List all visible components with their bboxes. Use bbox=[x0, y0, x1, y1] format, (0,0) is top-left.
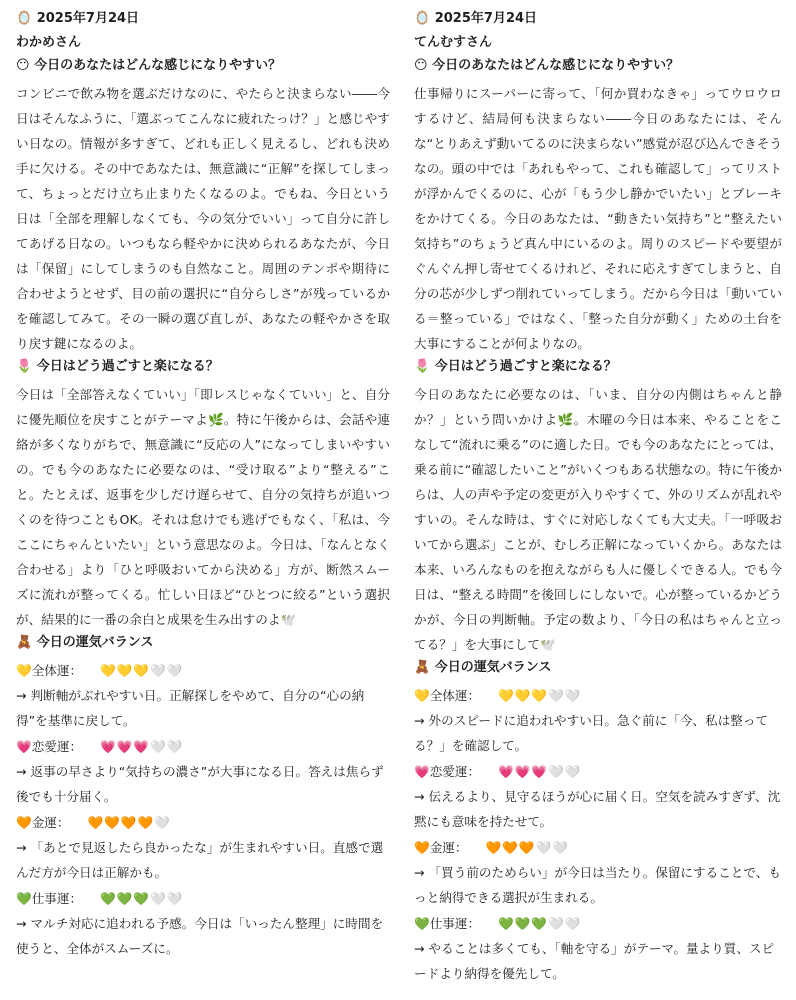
luck-note: → 伝えるより、見守るほうが心に届く日。空気を読みすぎず、沈黙にも意味を持たせて。 bbox=[414, 789, 781, 829]
luck-row bbox=[16, 810, 390, 835]
section-heading-luck bbox=[16, 634, 390, 652]
orange-heart-icon: 🧡 bbox=[16, 815, 32, 830]
yellow-heart-icon: 💛 bbox=[16, 663, 32, 678]
luck-label: 恋愛運： bbox=[31, 739, 83, 754]
date-text: 2025年7月24日 bbox=[434, 11, 538, 26]
luck-label: 全体運： bbox=[429, 688, 481, 703]
face-icon: 😶 bbox=[16, 58, 30, 73]
section-heading-advice bbox=[16, 358, 390, 376]
tulip-icon: 🌷 bbox=[16, 359, 33, 374]
person-name: てんむすさん bbox=[414, 35, 493, 50]
luck-note: → 判断軸がぶれやすい日。正解探しをやめて、自分の“心の納得”を基準に戻して。 bbox=[16, 688, 365, 728]
luck-rating-hearts: 🧡🧡🧡🤍🤍 bbox=[485, 840, 569, 855]
luck-item-love bbox=[414, 759, 782, 834]
green-heart-icon: 💚 bbox=[414, 916, 430, 931]
mirror-icon: 🪞 bbox=[16, 11, 33, 26]
luck-rating-hearts: 💗💗💗🤍🤍 bbox=[498, 764, 582, 779]
luck-row bbox=[414, 835, 782, 860]
luck-rating-hearts: 💚💚💚🤍🤍 bbox=[498, 916, 582, 931]
luck-note: → 「買う前のためらい」が今日は当たり。保留にすることで、もっと納得できる選択が生まれる。 bbox=[414, 865, 781, 905]
luck-item-work bbox=[16, 886, 390, 961]
fortune-column-right bbox=[408, 0, 796, 1000]
luck-row bbox=[16, 734, 390, 759]
luck-label: 仕事運： bbox=[429, 916, 481, 931]
luck-label: 仕事運： bbox=[31, 891, 83, 906]
luck-rating-hearts: 💚💚💚🤍🤍 bbox=[100, 891, 184, 906]
green-heart-icon: 💚 bbox=[16, 891, 32, 906]
section-body-advice: 今日のあなたに必要なのは、「いま、自分の内側はちゃんと静か？」という問いかけよ🌿。木曜の今日は本来、やることをこなして“流れに乗る”のに適した日。でも今のあなたにとっては、乗る前に“確認したいこと”がいくつもある状態なの。特に午後からは、人の声や予定の変更が入りやすくて、外のリズムが乱れやすいの。そんな時は、すぐに対応しなくても大丈夫。「一呼吸おいてから選ぶ」ことが、むしろ正解になっていくから。あなたは本来、いろんなものを抱えながらも人に優しくできる人。でも今日は、“整える時間”を後回しにしないで。心が整っているかどうかが、今日の判断軸。予定の数より、「今日の私はちゃんと立ってる？」を大事にして🕊️ bbox=[414, 387, 782, 652]
luck-row bbox=[16, 658, 390, 683]
luck-item-money bbox=[414, 835, 782, 910]
section-title: 今日のあなたはどんな感じになりやすい？ bbox=[432, 58, 680, 73]
section-title: 今日はどう過ごすと楽になる？ bbox=[434, 359, 617, 374]
mirror-icon: 🪞 bbox=[414, 11, 431, 26]
section-heading-advice bbox=[414, 358, 782, 376]
section-title: 今日はどう過ごすと楽になる？ bbox=[36, 359, 219, 374]
luck-label: 金運： bbox=[31, 815, 70, 830]
yellow-heart-icon: 💛 bbox=[414, 688, 430, 703]
date-line bbox=[16, 10, 390, 27]
teddy-bear-icon: 🧸 bbox=[414, 660, 431, 675]
luck-row bbox=[414, 683, 782, 708]
section-heading-mood bbox=[414, 57, 782, 75]
section-title: 今日の運気バランス bbox=[434, 660, 552, 675]
section-heading-luck bbox=[414, 659, 782, 677]
teddy-bear-icon: 🧸 bbox=[16, 635, 33, 650]
luck-item-overall bbox=[16, 658, 390, 733]
luck-label: 恋愛運： bbox=[429, 764, 481, 779]
luck-row bbox=[414, 759, 782, 784]
section-body-mood: 仕事帰りにスーパーに寄って、「何か買わなきゃ」ってウロウロするけど、結局何も決まらない――今日のあなたには、そんな“とりあえず動いてるのに決まらない”感覚が忍び込んできそうなの。頭の中では「あれもやって、これも確認して」ってリストが浮かんでくるのに、心が「もう少し静かでいたい」とブレーキをかけてくる。今日のあなたは、“動きたい気持ち”と“整えたい気持ち”のちょうど真ん中にいるのよ。周りのスピードや要望がぐんぐん押し寄せてくるけれど、それに応えすぎてしまうと、自分の芯が少しずつ削れていってしまう。だから今日は「動いている＝整っている」ではなく、「整った自分が動く」ための土台を大事にすることが何よりなの。 bbox=[414, 86, 782, 351]
luck-rating-hearts: 💗💗💗🤍🤍 bbox=[100, 739, 184, 754]
luck-item-love bbox=[16, 734, 390, 809]
luck-note: → 「あとで見返したら良かったな」が生まれやすい日。直感で選んだ方が今日は正解かも。 bbox=[16, 840, 384, 880]
pink-heart-icon: 💗 bbox=[414, 764, 430, 779]
tulip-icon: 🌷 bbox=[414, 359, 431, 374]
luck-note: → やることは多くても、「軸を守る」がテーマ。量より質、スピードより納得を優先して。 bbox=[414, 941, 775, 981]
section-title: 今日の運気バランス bbox=[36, 635, 154, 650]
section-title: 今日のあなたはどんな感じになりやすい？ bbox=[34, 58, 282, 73]
luck-item-work bbox=[414, 911, 782, 986]
luck-note: → マルチ対応に追われる予感。今日は「いったん整理」に時間を使うと、全体がスムーズに。 bbox=[16, 916, 384, 956]
person-name: わかめさん bbox=[16, 35, 82, 50]
luck-item-overall bbox=[414, 683, 782, 758]
section-body-mood: コンビニで飲み物を選ぶだけなのに、やたらと決まらない――今日はそんなふうに、「選ぶってこんなに疲れたっけ？」と感じやすい日なの。情報が多すぎて、どれも正しく見えるし、どれも決め手に欠ける。その中であなたは、無意識に“正解”を探してしまって、ちょっとだけ立ち止まりたくなるのよ。でもね、今日という日は「全部を理解しなくても、今の気分でいい」って自分に許してあげる日なの。いつもなら軽やかに決められるあなたが、今日は「保留」にしてしまうのも自然なこと。周囲のテンポや期待に合わせようとせず、目の前の選択に“自分らしさ”が残っているかを確認してみて。その一瞬の選び直しが、あなたの軽やかさを取り戻す鍵になるのよ。 bbox=[16, 86, 390, 351]
date-line bbox=[414, 10, 782, 27]
luck-label: 金運： bbox=[429, 840, 468, 855]
luck-row bbox=[16, 886, 390, 911]
face-icon: 😶 bbox=[414, 58, 428, 73]
section-heading-mood bbox=[16, 57, 390, 75]
pink-heart-icon: 💗 bbox=[16, 739, 32, 754]
luck-rating-hearts: 💛💛💛🤍🤍 bbox=[498, 688, 582, 703]
date-text: 2025年7月24日 bbox=[36, 11, 140, 26]
luck-note: → 返事の早さより“気持ちの濃さ”が大事になる日。答えは焦らず後でも十分届く。 bbox=[16, 764, 384, 804]
luck-rating-hearts: 💛💛💛🤍🤍 bbox=[100, 663, 184, 678]
luck-label: 全体運： bbox=[31, 663, 83, 678]
luck-row bbox=[414, 911, 782, 936]
orange-heart-icon: 🧡 bbox=[414, 840, 430, 855]
luck-item-money bbox=[16, 810, 390, 885]
section-body-advice: 今日は「全部答えなくていい」「即レスじゃなくていい」と、自分に優先順位を戻すことがテーマよ🌿。特に午後からは、会話や連絡が多くなりがちで、無意識に“反応の人”になってしまいやすいの。でも今のあなたに必要なのは、“受け取る”より“整える”こと。たとえば、返事を少しだけ遅らせて、自分の気持ちが追いつくのを待つこともOK。それは怠けでも逃げでもなく、「私は、今ここにちゃんといたい」という意思なのよ。今日は、「なんとなく合わせる」より「ひと呼吸おいてから決める」方が、断然スムーズに流れが整ってくる。忙しい日ほど“ひとつに絞る”という選択が、結果的に一番の余白と成果を生み出すのよ🕊️ bbox=[16, 387, 390, 627]
luck-rating-hearts: 🧡🧡🧡🧡🤍 bbox=[87, 815, 171, 830]
luck-note: → 外のスピードに追われやすい日。急ぐ前に「今、私は整ってる？」を確認して。 bbox=[414, 713, 769, 753]
